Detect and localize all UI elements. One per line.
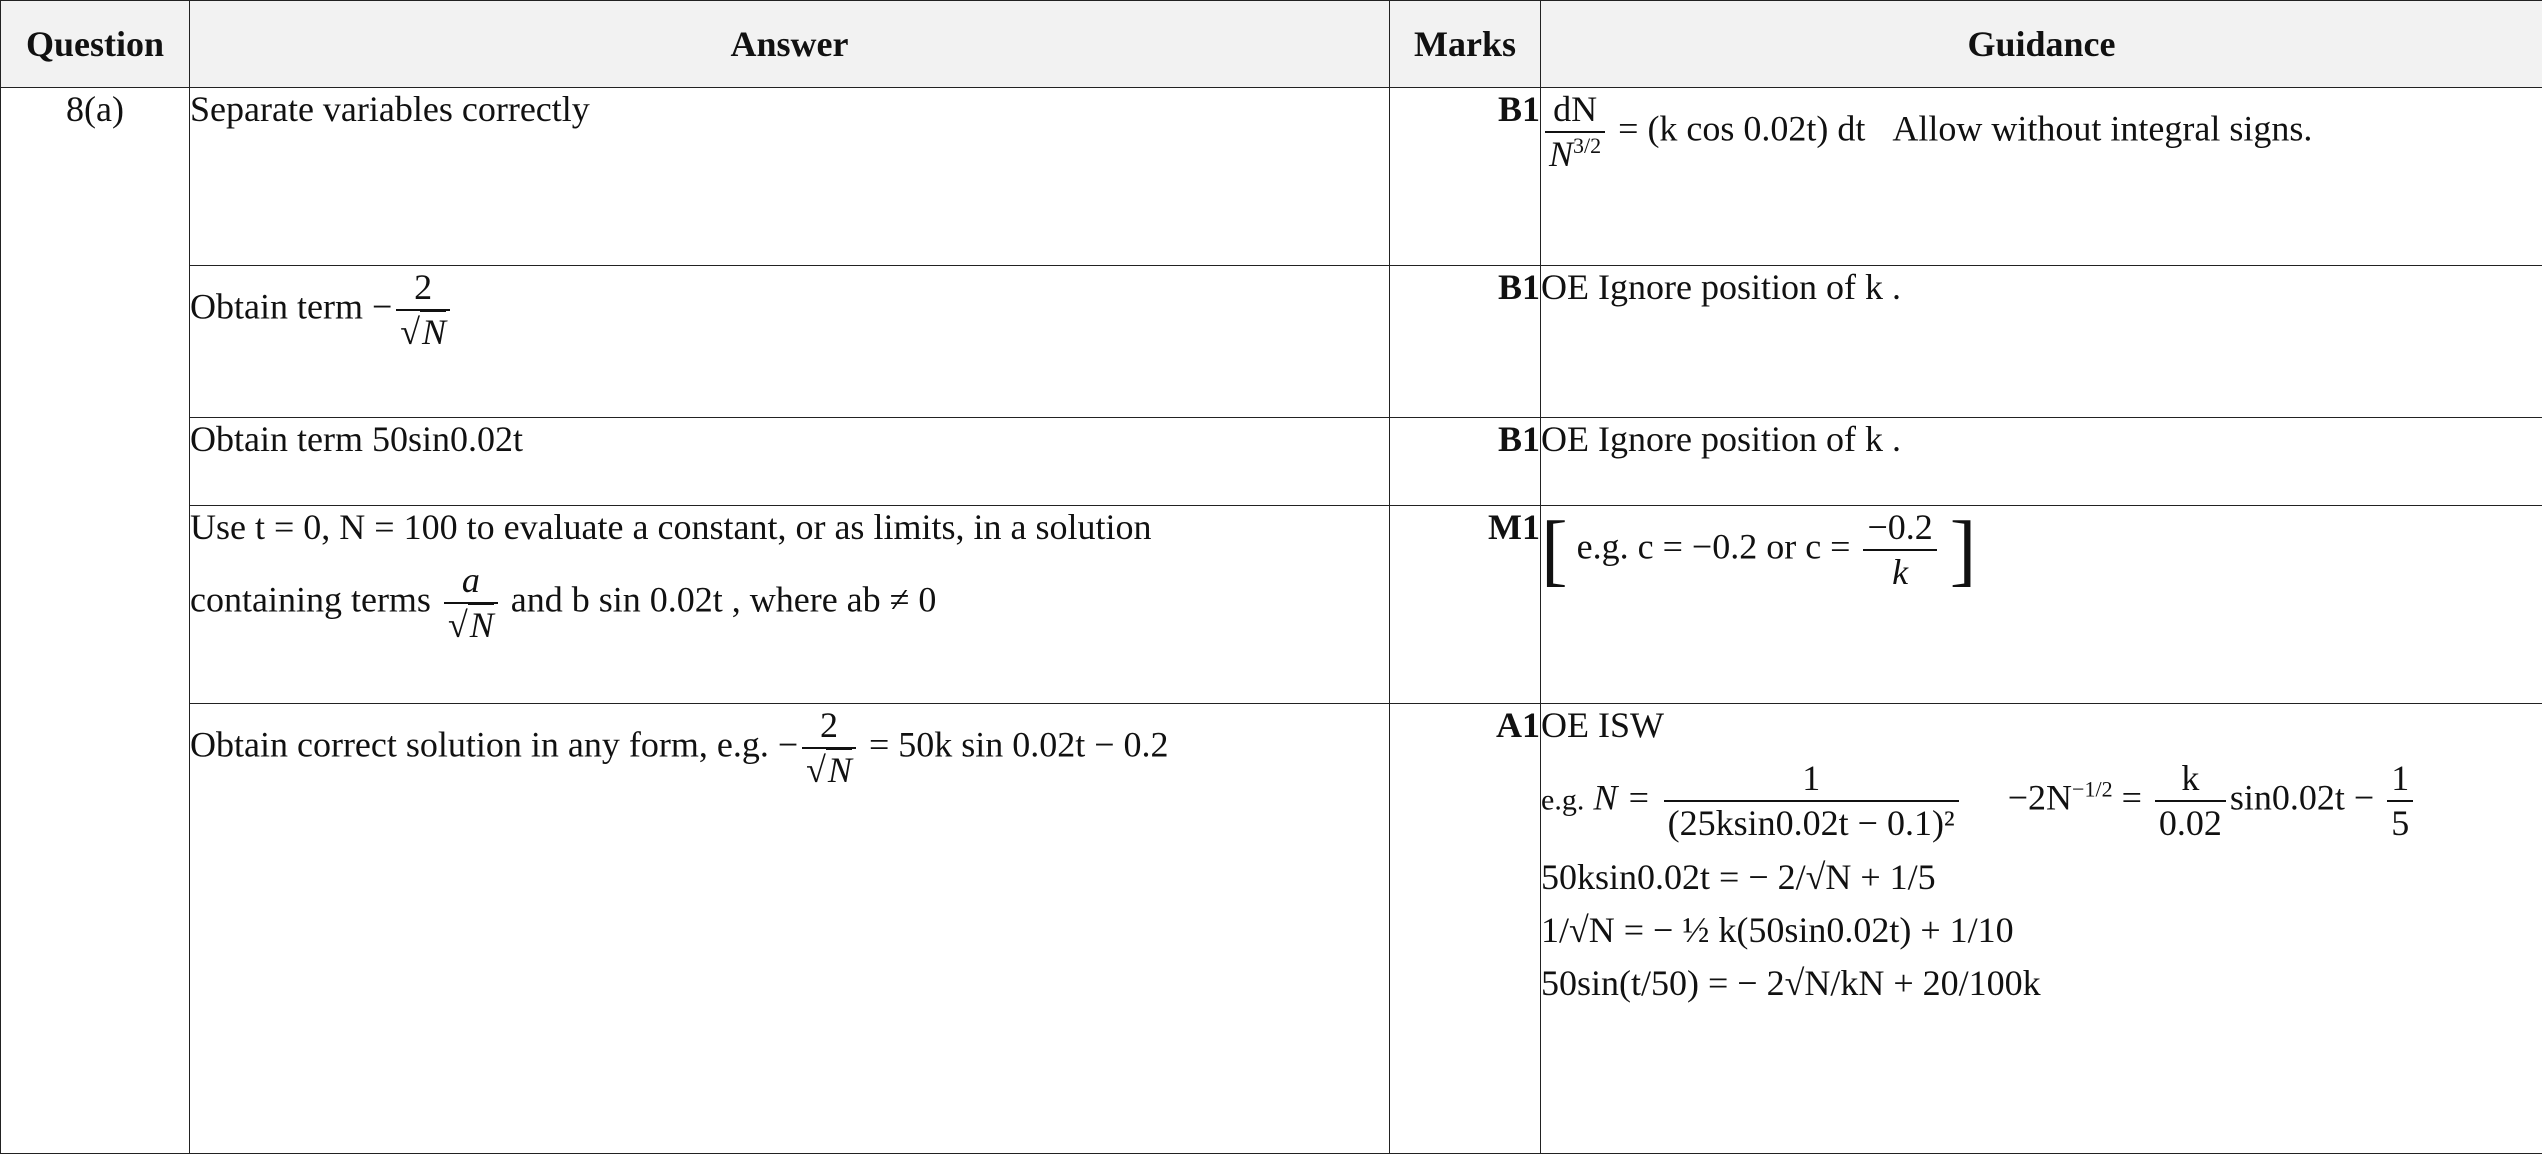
guidance-cell xyxy=(1541,704,2542,1154)
fraction-numerator: −0.2 xyxy=(1863,506,1936,551)
guidance-cell xyxy=(1541,506,2542,704)
fraction-numerator: k xyxy=(2155,757,2226,802)
eq2-lhs: −2N xyxy=(2007,777,2073,818)
guidance-cell: OE Ignore position of k . xyxy=(1541,266,2542,418)
fraction-denominator: N xyxy=(827,750,852,791)
eq2-fraction-2 xyxy=(2387,757,2413,845)
fraction-numerator: 2 xyxy=(396,266,450,311)
table-row xyxy=(1,266,2542,418)
answer-cell: Obtain term 50sin0.02t xyxy=(190,418,1390,506)
fraction-denominator: k xyxy=(1892,552,1909,593)
answer-suffix: = 50k sin 0.02t − 0.2 xyxy=(868,724,1169,765)
fraction-denominator: 0.02 xyxy=(2158,803,2222,844)
guidance-fraction xyxy=(1863,506,1936,594)
guidance-eq5: 50sin(t/50) = − 2√N/kN + 20/100k xyxy=(1541,962,2041,1003)
guidance-eq4: 1/√N = − ½ k(50sin0.02t) + 1/10 xyxy=(1541,909,2014,950)
fraction-numerator: dN xyxy=(1545,88,1605,133)
answer-fraction: $\frac{a}{√N}$ xyxy=(444,559,498,647)
fraction-denominator: N xyxy=(1549,134,1574,175)
mark-cell: M1 xyxy=(1390,506,1541,704)
guidance-eq3: 50ksin0.02t = − 2/√N + 1/5 xyxy=(1541,856,1936,897)
eq1-fraction xyxy=(1664,757,1959,845)
guidance-eq-row xyxy=(1541,757,2542,845)
table-row xyxy=(1,88,2542,266)
mark-cell: B1 xyxy=(1390,266,1541,418)
eq2-mid: = xyxy=(2121,777,2142,818)
header-guidance: Guidance xyxy=(1541,1,2542,88)
guidance-note: Allow without integral signs. xyxy=(1892,108,2313,149)
answer-fraction: $\frac{2}{√N}$ xyxy=(802,704,856,792)
guidance-left: e.g. c = −0.2 or c = xyxy=(1576,526,1851,567)
right-bracket: ] xyxy=(1949,506,1977,595)
fraction-denominator: (25ksin0.02t − 0.1)² xyxy=(1667,803,1955,844)
eq2-fraction xyxy=(2155,757,2226,845)
guidance-cell: OE Ignore position of k . xyxy=(1541,418,2542,506)
fraction-denominator: 5 xyxy=(2391,803,2410,844)
table-row xyxy=(1,704,2542,1154)
exponent: 3/2 xyxy=(1573,133,1602,159)
fraction-numerator: 1 xyxy=(2387,757,2413,802)
mark-cell: B1 xyxy=(1390,88,1541,266)
answer-prefix: Obtain term xyxy=(190,286,363,327)
answer-line-1: Use t = 0, N = 100 to evaluate a constant, or as limits, in a solution xyxy=(190,507,1152,547)
answer-text: Separate variables correctly xyxy=(190,89,590,129)
header-marks: Marks xyxy=(1390,1,1541,88)
header-row xyxy=(1,1,2542,88)
header-question: Question xyxy=(1,1,190,88)
question-label: 8(a) xyxy=(1,88,190,1154)
guidance-cell xyxy=(1541,88,2542,266)
answer-line-2-suffix: and b sin 0.02t , where ab ≠ 0 xyxy=(510,579,937,620)
answer-cell xyxy=(190,266,1390,418)
left-bracket: [ xyxy=(1541,506,1568,595)
eq1-lhs: N = xyxy=(1593,777,1651,818)
fraction-numerator: a xyxy=(461,560,480,601)
eq2-tail: sin0.02t − xyxy=(2229,777,2375,818)
header-answer: Answer xyxy=(190,1,1390,88)
mark-cell: A1 xyxy=(1390,704,1541,1154)
guidance-fraction xyxy=(1545,88,1605,176)
answer-cell xyxy=(190,506,1390,704)
eg-label: e.g. xyxy=(1541,783,1585,817)
table-row xyxy=(1,506,2542,704)
guidance-rhs: = (k cos 0.02t) dt xyxy=(1618,108,1866,149)
answer-prefix: Obtain correct solution in any form, e.g. − xyxy=(190,724,799,765)
answer-fraction: $\frac{2}{√N}$ xyxy=(396,266,450,354)
answer-sign: − xyxy=(371,286,393,327)
answer-cell xyxy=(190,88,1390,266)
fraction-denominator: N xyxy=(469,605,494,646)
fraction-numerator: 2 xyxy=(802,704,856,749)
eq2-exponent: −1/2 xyxy=(2072,776,2113,802)
answer-line-2-prefix: containing terms xyxy=(190,579,431,620)
table-row xyxy=(1,418,2542,506)
answer-cell xyxy=(190,704,1390,1154)
mark-cell: B1 xyxy=(1390,418,1541,506)
guidance-line-1: OE ISW xyxy=(1541,705,1664,745)
fraction-denominator: N xyxy=(422,312,447,353)
fraction-numerator: 1 xyxy=(1664,757,1959,802)
